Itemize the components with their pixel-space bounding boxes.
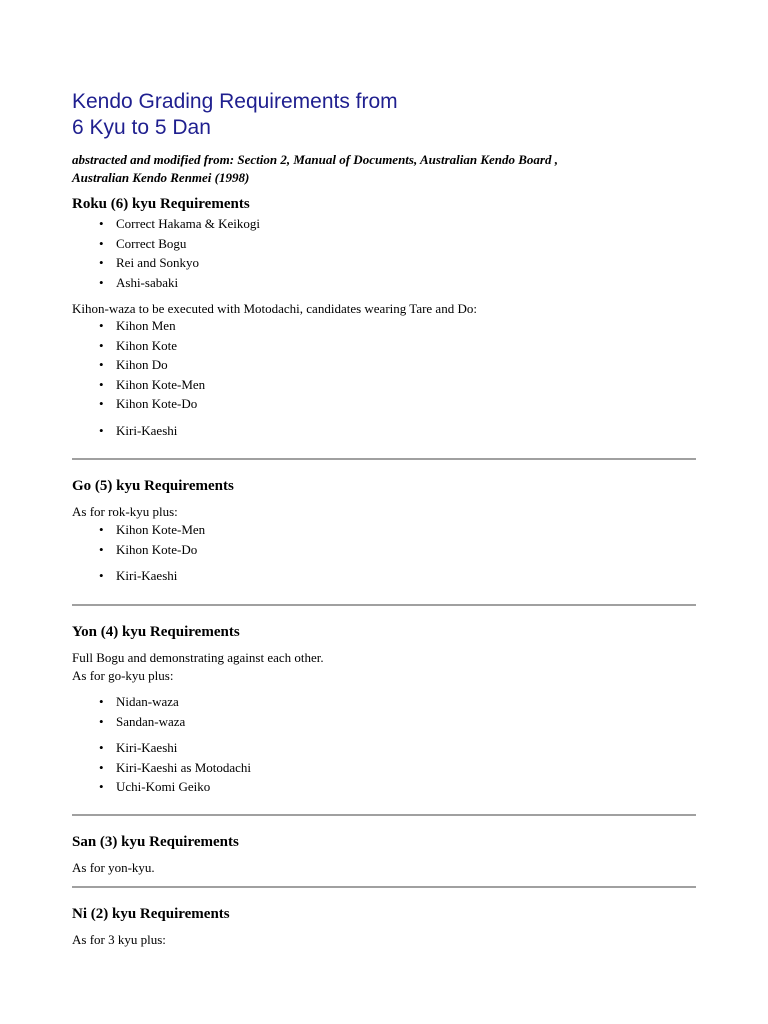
section-heading-go-kyu: Go (5) kyu Requirements [72,478,234,494]
section-divider [72,604,696,606]
page-title-line-1: Kendo Grading Requirements from [72,90,398,113]
roku-kyu-kihon-list [72,316,205,414]
list-item: • Ashi-sabaki [72,273,260,293]
page-title [72,89,398,141]
list-item: • Sandan-waza [72,712,185,732]
section-heading-yon-kyu: Yon (4) kyu Requirements [72,624,240,640]
list-item: • Kihon Men [72,316,205,336]
go-kyu-extra-list [72,566,177,586]
list-item: • Kihon Do [72,355,205,375]
roku-kyu-extra-list [72,421,177,441]
yon-kyu-intro-line-1: Full Bogu and demonstrating against each other. [72,650,324,665]
section-heading-san-kyu: San (3) kyu Requirements [72,834,239,850]
list-item: • Kiri-Kaeshi as Motodachi [72,758,251,778]
page-title-line-2: 6 Kyu to 5 Dan [72,116,211,139]
list-item: • Nidan-waza [72,692,185,712]
section-divider [72,886,696,888]
list-item: • Kiri-Kaeshi [72,421,177,441]
yon-kyu-extra-list [72,738,251,797]
list-item: • Uchi-Komi Geiko [72,777,251,797]
list-item: • Kihon Kote-Do [72,394,205,414]
list-item: • Kiri-Kaeshi [72,738,251,758]
list-item: • Kihon Kote [72,336,205,356]
list-item: • Kihon Kote-Men [72,375,205,395]
go-kyu-intro: As for rok-kyu plus: [72,504,178,519]
go-kyu-list [72,520,205,559]
san-kyu-text: As for yon-kyu. [72,860,155,875]
yon-kyu-waza-list [72,692,185,731]
yon-kyu-intro [72,649,324,685]
roku-kyu-basics-list [72,214,260,292]
list-item: • Kihon Kote-Do [72,540,205,560]
source-citation-line-2: Australian Kendo Renmei (1998) [72,170,250,185]
section-divider [72,458,696,460]
section-heading-ni-kyu: Ni (2) kyu Requirements [72,906,230,922]
list-item: • Kihon Kote-Men [72,520,205,540]
list-item: • Correct Hakama & Keikogi [72,214,260,234]
list-item: • Kiri-Kaeshi [72,566,177,586]
section-divider [72,814,696,816]
source-citation-line-1: abstracted and modified from: Section 2, Manual of Documents, Australian Kendo Board , [72,152,558,167]
yon-kyu-intro-line-2: As for go-kyu plus: [72,668,174,683]
ni-kyu-text: As for 3 kyu plus: [72,932,166,947]
roku-kyu-kihon-intro: Kihon-waza to be executed with Motodachi, candidates wearing Tare and Do: [72,301,477,316]
source-citation [72,151,558,187]
list-item: • Correct Bogu [72,234,260,254]
list-item: • Rei and Sonkyo [72,253,260,273]
section-heading-roku-kyu: Roku (6) kyu Requirements [72,196,250,212]
